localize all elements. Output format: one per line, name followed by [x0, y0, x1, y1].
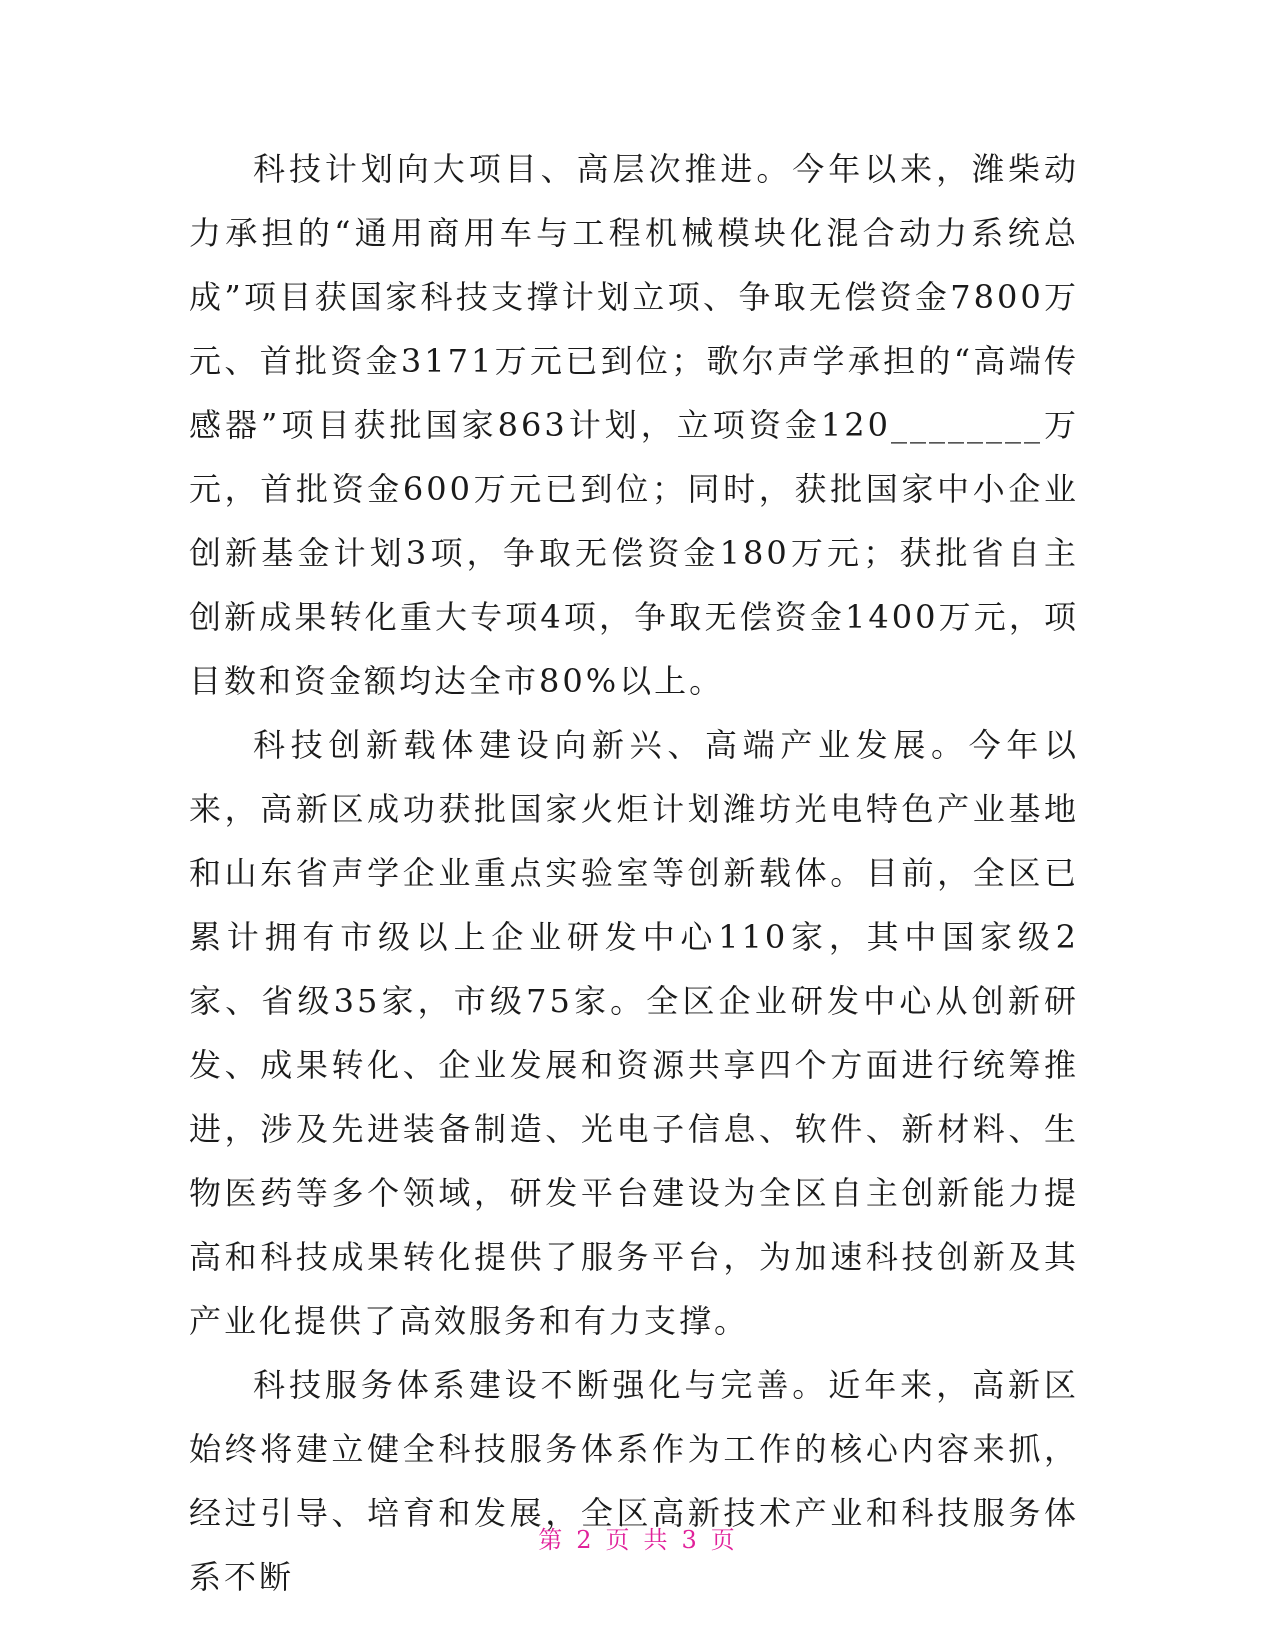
footer-total-pages: 3	[681, 1526, 699, 1554]
footer-total-suffix: 页	[710, 1526, 737, 1554]
footer-total-prefix: 共	[643, 1526, 670, 1554]
document-body	[189, 137, 1079, 1609]
paragraph-service-system: 科技服务体系建设不断强化与完善。近年来，高新区始终将建立健全科技服务体系作为工作的核心内容来抓，经过引导、培育和发展，全区高新技术产业和科技服务体系不断	[189, 1366, 1079, 1596]
paragraph-tech-plan: 科技计划向大项目、高层次推进。今年以来，潍柴动力承担的“通用商用车与工程机械模块化混合动力系统总成”项目获国家科技支撑计划立项、争取无偿资金7800万元、首批资金3171万元已到位；歌尔声学承担的“高端传感器”项目获批国家863计划，立项资金120________万元，首批资金600万元已到位；同时，获批国家中小企业创新基金计划3项，争取无偿资金180万元；获批省自主创新成果转化重大专项4项，争取无偿资金1400万元，项目数和资金额均达全市80%以上。	[189, 150, 1079, 700]
paragraph-innovation-carrier: 科技创新载体建设向新兴、高端产业发展。今年以来，高新区成功获批国家火炬计划潍坊光电特色产业基地和山东省声学企业重点实验室等创新载体。目前，全区已累计拥有市级以上企业研发中心110家，其中国家级2家、省级35家，市级75家。全区企业研发中心从创新研发、成果转化、企业发展和资源共享四个方面进行统筹推进，涉及先进装备制造、光电子信息、软件、新材料、生物医药等多个领域，研发平台建设为全区自主创新能力提高和科技成果转化提供了服务平台，为加速科技创新及其产业化提供了高效服务和有力支撑。	[189, 726, 1079, 1340]
footer-page-word: 页	[605, 1526, 632, 1554]
page-footer	[0, 1520, 1275, 1555]
footer-current-page: 2	[576, 1526, 594, 1554]
footer-prefix: 第	[538, 1526, 565, 1554]
